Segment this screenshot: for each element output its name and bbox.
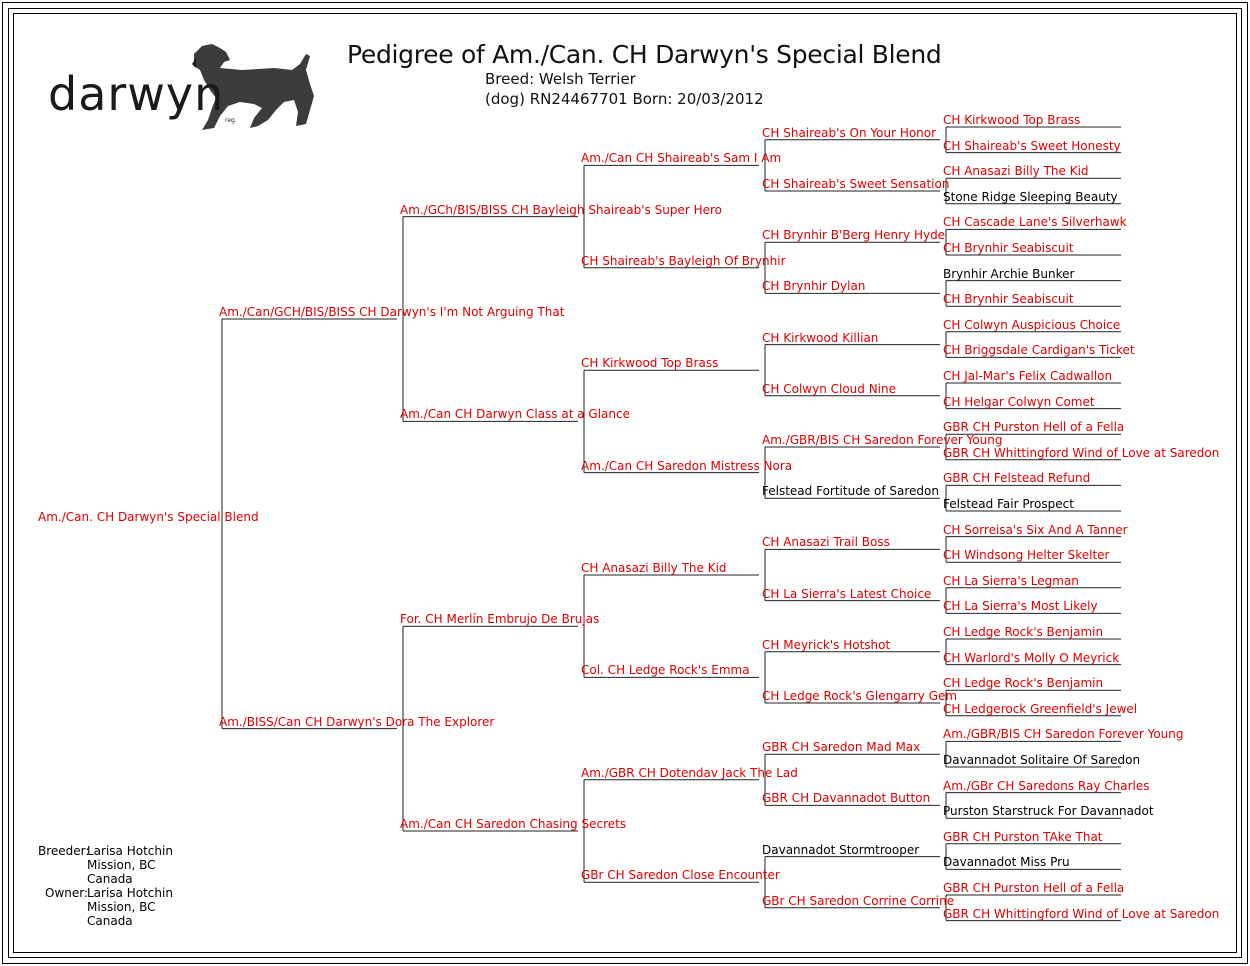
pedigree-gen4-name: GBr CH Saredon Corrine Corrine bbox=[762, 893, 955, 908]
pedigree-gen4-name: CH Brynhir B'Berg Henry Hyde bbox=[762, 228, 946, 243]
pedigree-gen1-name: Am./Can/GCH/BIS/BISS CH Darwyn's I'm Not Arguing That bbox=[219, 305, 565, 319]
pedigree-gen4-name: Felstead Fortitude of Saredon bbox=[762, 484, 939, 499]
pedigree-gen4-name: Davannadot Stormtrooper bbox=[762, 842, 920, 857]
pedigree-gen3-name: Am./GBR CH Dotendav Jack The Lad bbox=[581, 765, 798, 780]
pedigree-gen3-name: CH Kirkwood Top Brass bbox=[581, 356, 719, 371]
pedigree-gen5-name: Davannadot Miss Pru bbox=[943, 855, 1070, 870]
pedigree-gen5-name: Davannadot Solitaire Of Saredon bbox=[943, 753, 1141, 767]
pedigree-gen5-name: CH Colwyn Auspicious Choice bbox=[943, 317, 1121, 332]
pedigree-gen5-name: CH La Sierra's Legman bbox=[943, 573, 1079, 588]
pedigree-gen5-name: GBR CH Whittingford Wind of Love at Saredon bbox=[943, 445, 1220, 460]
pedigree-gen3-name: Am./Can CH Shaireab's Sam I Am bbox=[581, 151, 782, 166]
pedigree-gen5-name: CH Brynhir Seabiscuit bbox=[943, 241, 1074, 255]
subject-dog-name: Am./Can. CH Darwyn's Special Blend bbox=[38, 509, 259, 524]
breeder-country: Canada bbox=[87, 872, 133, 886]
pedigree-gen5-name: CH Ledge Rock's Benjamin bbox=[943, 625, 1104, 639]
pedigree-gen5-name: Am./GBR/BIS CH Saredon Forever Young bbox=[943, 727, 1184, 742]
pedigree-gen4-name: GBR CH Saredon Mad Max bbox=[762, 740, 921, 755]
pedigree-gen2-name: Am./Can CH Saredon Chasing Secrets bbox=[400, 817, 627, 831]
pedigree-gen4-name: CH La Sierra's Latest Choice bbox=[762, 586, 932, 601]
pedigree-gen3-name: Am./Can CH Saredon Mistress Nora bbox=[581, 458, 793, 473]
pedigree-gen5-name: GBR CH Purston TAke That bbox=[943, 829, 1103, 844]
pedigree-gen5-name: CH Kirkwood Top Brass bbox=[943, 113, 1081, 127]
pedigree-gen4-name: GBR CH Davannadot Button bbox=[762, 791, 931, 806]
pedigree-gen5-name: Purston Starstruck For Davannadot bbox=[943, 804, 1154, 819]
owner-label: Owner: bbox=[45, 886, 89, 900]
pedigree-gen5-name: Am./GBr CH Saredons Ray Charles bbox=[943, 778, 1150, 793]
pedigree-gen5-name: GBR CH Purston Hell of a Fella bbox=[943, 881, 1125, 895]
page-title: Pedigree of Am./Can. CH Darwyn's Special Blend bbox=[347, 40, 942, 69]
pedigree-gen5-name: CH Sorreisa's Six And A Tanner bbox=[943, 522, 1128, 537]
pedigree-gen5-name: CH Ledgerock Greenfield's Jewel bbox=[943, 701, 1138, 716]
pedigree-gen5-name: Stone Ridge Sleeping Beauty bbox=[943, 189, 1118, 204]
pedigree-gen4-name: CH Ledge Rock's Glengarry Gem bbox=[762, 689, 958, 703]
registration-line: (dog) RN24467701 Born: 20/03/2012 bbox=[485, 90, 764, 108]
breeder-city: Mission, BC bbox=[87, 858, 156, 872]
pedigree-gen5-name: GBR CH Whittingford Wind of Love at Saredon bbox=[943, 906, 1220, 921]
pedigree-gen3-name: CH Anasazi Billy The Kid bbox=[581, 561, 727, 575]
pedigree-gen3-name: Col. CH Ledge Rock's Emma bbox=[581, 663, 750, 678]
pedigree-gen3-name: GBr CH Saredon Close Encounter bbox=[581, 868, 780, 883]
pedigree-gen5-name: CH Cascade Lane's Silverhawk bbox=[943, 215, 1127, 230]
pedigree-gen5-name: CH Anasazi Billy The Kid bbox=[943, 164, 1089, 179]
pedigree-gen4-name: CH Shaireab's Sweet Sensation bbox=[762, 177, 950, 191]
logo-reg-mark: reg. bbox=[225, 117, 237, 124]
pedigree-gen4-name: Am./GBR/BIS CH Saredon Forever Young bbox=[762, 433, 1003, 447]
breeder-name: Larisa Hotchin bbox=[87, 844, 173, 858]
pedigree-gen5-name: CH Briggsdale Cardigan's Ticket bbox=[943, 343, 1135, 358]
pedigree-gen5-name: CH Helgar Colwyn Comet bbox=[943, 394, 1095, 409]
pedigree-gen5-name: CH La Sierra's Most Likely bbox=[943, 599, 1098, 614]
owner-info bbox=[0, 886, 200, 946]
pedigree-gen5-name: Brynhir Archie Bunker bbox=[943, 266, 1075, 281]
pedigree-gen4-name: CH Shaireab's On Your Honor bbox=[762, 125, 937, 140]
pedigree-gen5-name: Felstead Fair Prospect bbox=[943, 497, 1074, 511]
pedigree-gen5-name: GBR CH Felstead Refund bbox=[943, 471, 1091, 486]
pedigree-gen5-name: CH Shaireab's Sweet Honesty bbox=[943, 138, 1121, 153]
pedigree-gen1-name: Am./BISS/Can CH Darwyn's Dora The Explorer bbox=[219, 714, 495, 729]
pedigree-gen2-name: Am./GCh/BIS/BISS CH Bayleigh Shaireab's Super Hero bbox=[400, 202, 723, 217]
pedigree-gen4-name: CH Anasazi Trail Boss bbox=[762, 535, 890, 550]
pedigree-gen5-name: CH Jal-Mar's Felix Cadwallon bbox=[943, 369, 1113, 383]
pedigree-gen4-name: CH Kirkwood Killian bbox=[762, 330, 879, 345]
pedigree-gen4-name: CH Brynhir Dylan bbox=[762, 279, 866, 294]
pedigree-gen4-name: CH Colwyn Cloud Nine bbox=[762, 381, 896, 396]
pedigree-gen5-name: CH Warlord's Molly O Meyrick bbox=[943, 650, 1120, 665]
pedigree-gen5-name: GBR CH Purston Hell of a Fella bbox=[943, 420, 1125, 435]
pedigree-gen2-name: For. CH Merlín Embrujo De Brujas bbox=[400, 612, 600, 627]
pedigree-gen2-name: Am./Can CH Darwyn Class at a Glance bbox=[400, 407, 630, 422]
owner-country: Canada bbox=[87, 914, 133, 928]
logo-wordmark: darwyn bbox=[48, 67, 225, 121]
breed-line: Breed: Welsh Terrier bbox=[485, 70, 636, 88]
pedigree-gen3-name: CH Shaireab's Bayleigh Of Brynhir bbox=[581, 253, 786, 268]
pedigree-gen5-name: CH Brynhir Seabiscuit bbox=[943, 292, 1074, 307]
owner-city: Mission, BC bbox=[87, 900, 156, 914]
owner-name: Larisa Hotchin bbox=[87, 886, 173, 900]
pedigree-gen5-name: CH Windsong Helter Skelter bbox=[943, 548, 1110, 563]
pedigree-gen4-name: CH Meyrick's Hotshot bbox=[762, 637, 891, 652]
breeder-label: Breeder: bbox=[38, 844, 90, 858]
pedigree-gen5-name: CH Ledge Rock's Benjamin bbox=[943, 676, 1104, 691]
